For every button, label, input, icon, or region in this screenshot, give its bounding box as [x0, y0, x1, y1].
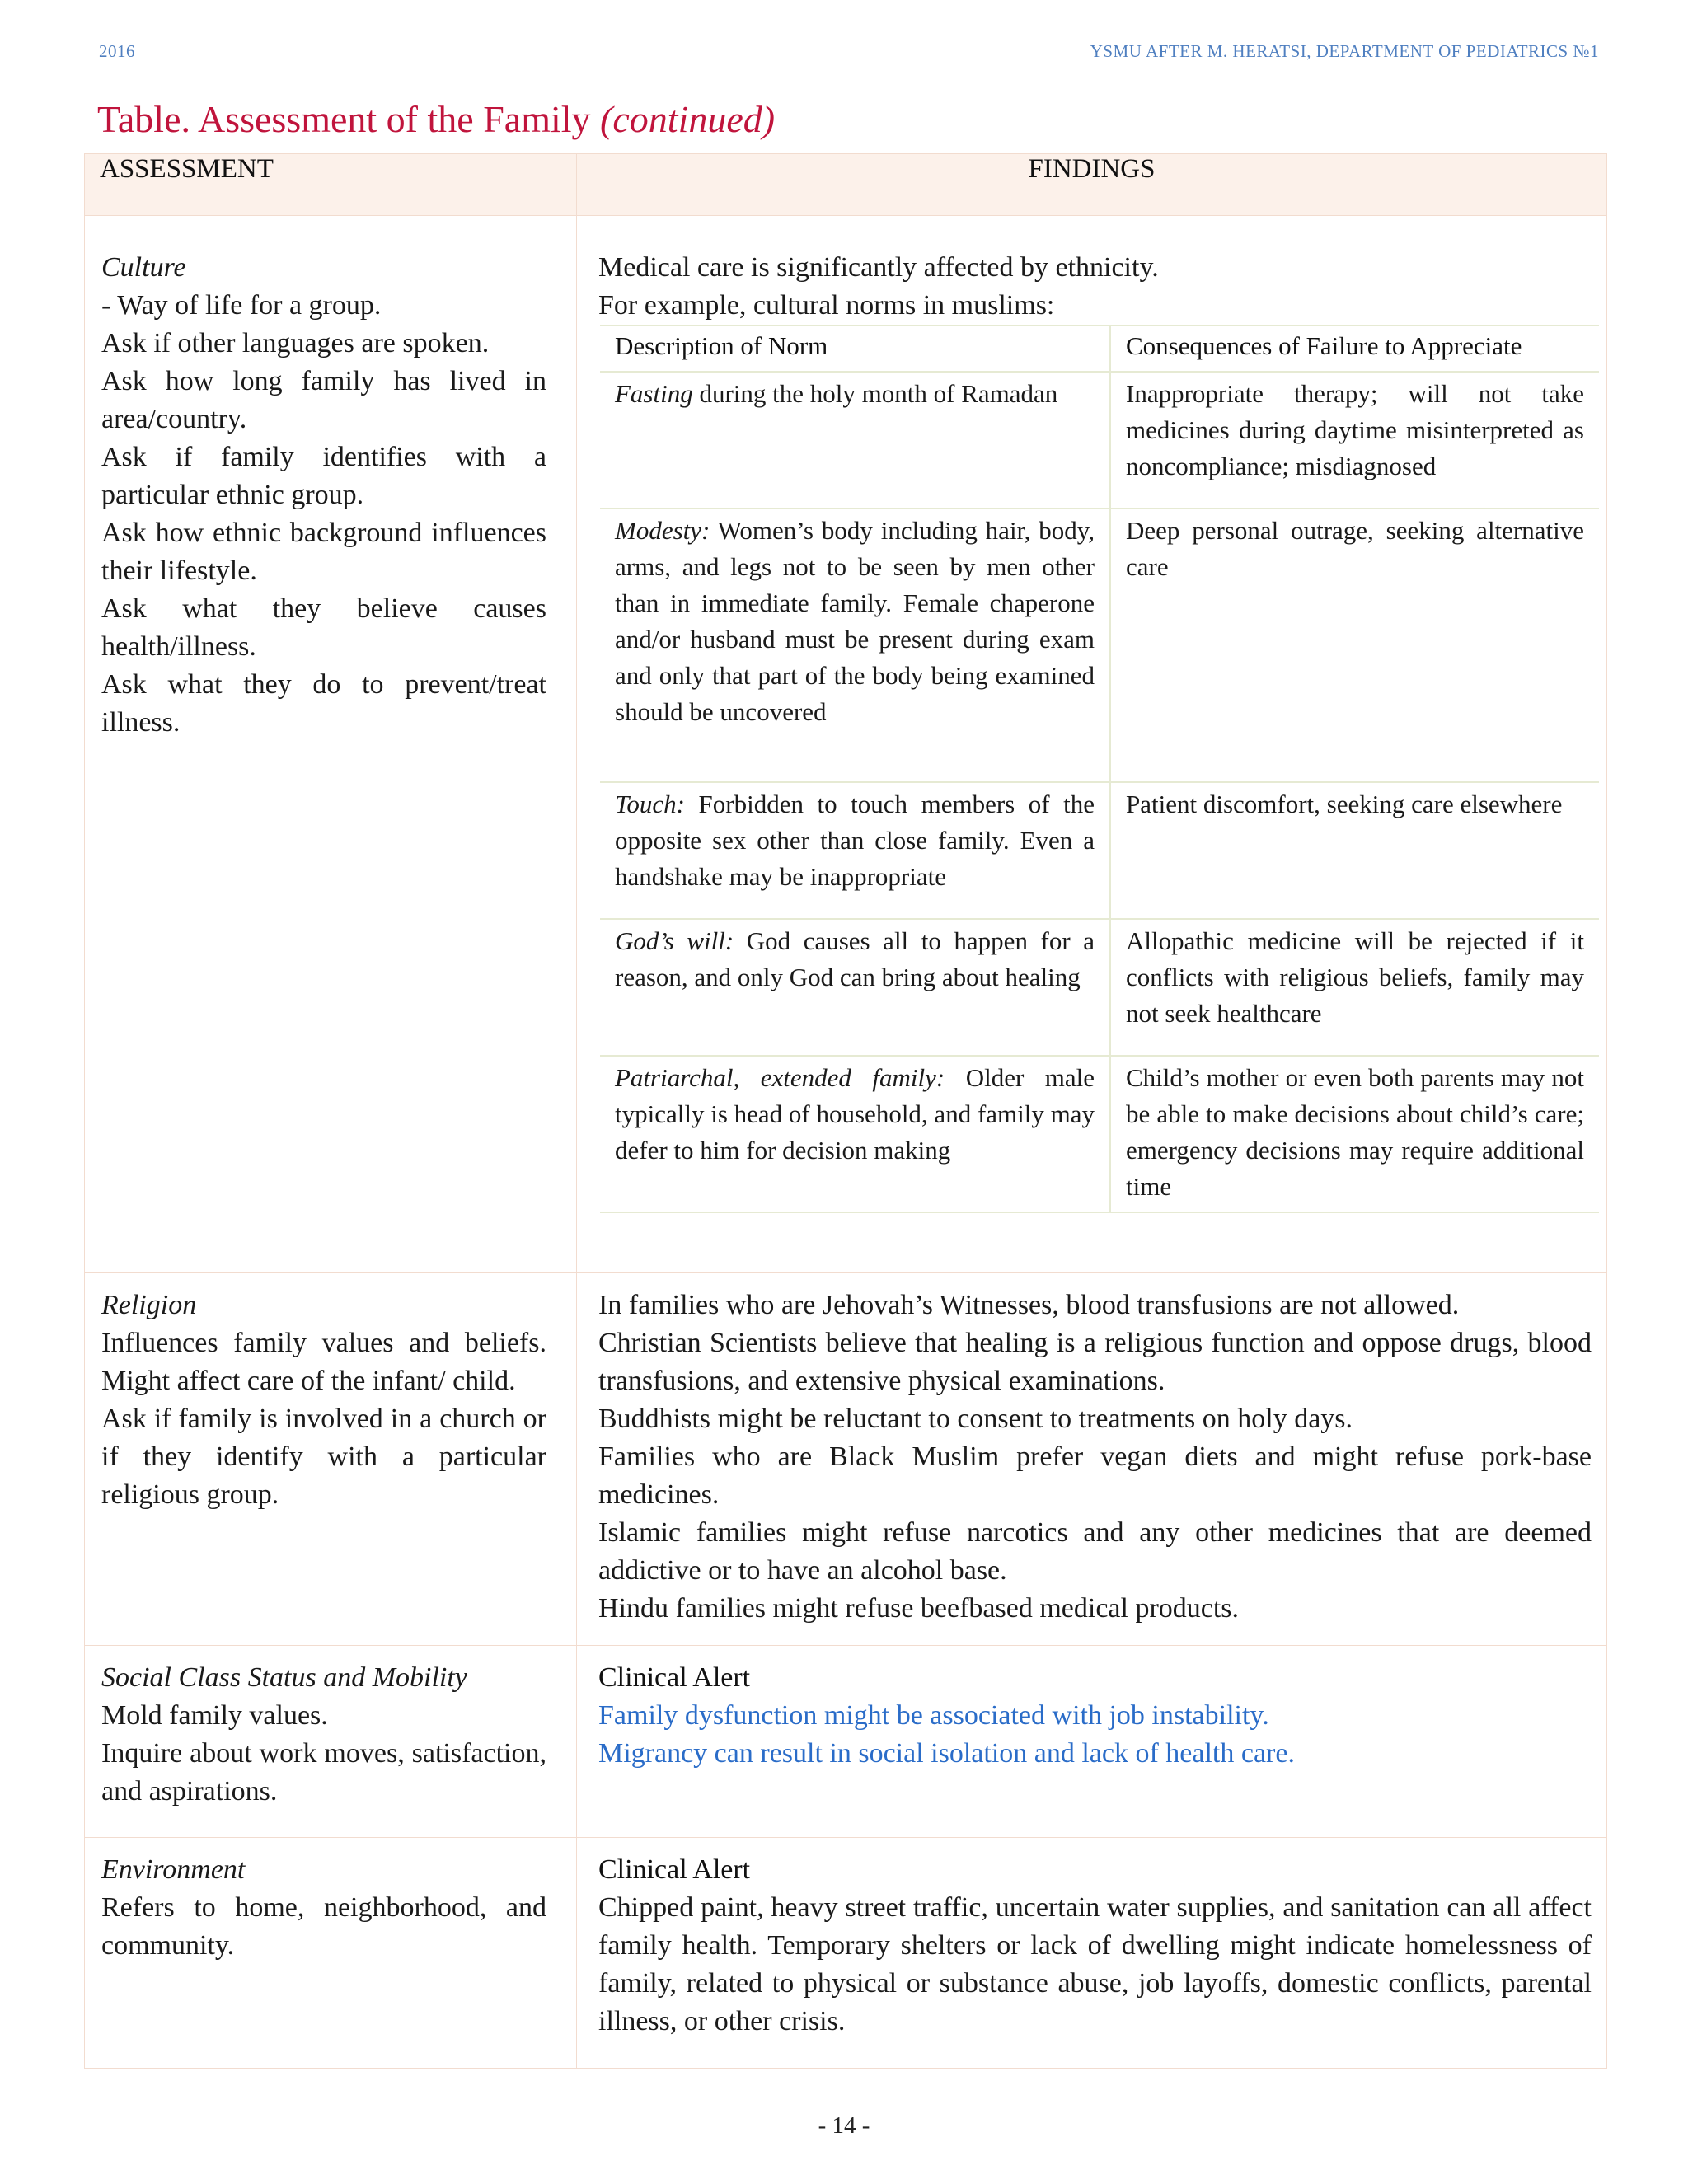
caption-continued: (continued)	[600, 98, 776, 140]
family-assessment-table	[84, 153, 1607, 2069]
religion-finding: In families who are Jehovah’s Witnesses, blood transfusions are not allowed.	[598, 1290, 1460, 1320]
norm-description	[600, 509, 1110, 782]
clinical-alert-title: Clinical Alert	[598, 1662, 751, 1693]
caption-title: Table. Assessment of the Family	[97, 98, 591, 140]
norm-term: Patriarchal, extended family:	[615, 1063, 945, 1092]
clinical-alert-line: Family dysfunction might be associated with job instability.	[598, 1700, 1269, 1731]
clinical-alert-title: Clinical Alert	[598, 1854, 751, 1885]
norm-row	[600, 509, 1599, 782]
table-row-social-class	[85, 1646, 1607, 1838]
culture-findings-intro: For example, cultural norms in muslims:	[598, 290, 1055, 321]
norms-header-consequences: Consequences of Failure to Appreciate	[1110, 326, 1599, 372]
culture-title: Culture	[101, 252, 186, 283]
cultural-norms-table	[600, 325, 1599, 1213]
culture-line: Ask how long family has lived in area/country.	[101, 366, 546, 434]
norm-consequence: Child’s mother or even both parents may not be able to make decisions about child’s care; emergency decisions may require additional time	[1110, 1056, 1599, 1212]
norm-text: Women’s body including hair, body, arms, and legs not to be seen by men other than in immediate family. Female chaperone and/or husband must be present during exam and only that part of the body being examined should be uncovered	[615, 516, 1095, 726]
norm-consequence: Inappropriate therapy; will not take medicines during daytime misinterpreted as noncompliance; misdiagnosed	[1110, 372, 1599, 509]
culture-line: Ask if family identifies with a particular ethnic group.	[101, 442, 546, 510]
clinical-alert-text: Chipped paint, heavy street traffic, uncertain water supplies, and sanitation can all affect family health. Temporary shelters or lack of dwelling might indicate homelessness of family, related to physical or substance abuse, job layoffs, domestic conflicts, parental illness, or other crisis.	[598, 1892, 1592, 2036]
norm-row	[600, 1056, 1599, 1212]
norm-consequence: Allopathic medicine will be rejected if it conflicts with religious beliefs, family may not seek healthcare	[1110, 919, 1599, 1056]
norm-consequence: Patient discomfort, seeking care elsewhere	[1110, 782, 1599, 919]
table-row-religion	[85, 1273, 1607, 1646]
religion-finding: Families who are Black Muslim prefer vegan diets and might refuse pork-base medicines.	[598, 1441, 1592, 1510]
running-header	[99, 41, 1599, 69]
culture-line: Ask how ethnic background influences their lifestyle.	[101, 518, 546, 586]
culture-line: Ask what they do to prevent/treat illness.	[101, 669, 546, 738]
environment-line: Refers to home, neighborhood, and community.	[101, 1892, 546, 1961]
culture-assessment-cell	[85, 216, 577, 1273]
norm-term: Modesty:	[615, 516, 710, 545]
norm-description	[600, 1056, 1110, 1212]
norm-text: during the holy month of Ramadan	[692, 379, 1058, 408]
norms-header-row	[600, 326, 1599, 372]
culture-findings-intro: Medical care is significantly affected by ethnicity.	[598, 252, 1159, 283]
table-caption	[97, 97, 775, 141]
culture-line: Ask if other languages are spoken.	[101, 328, 490, 359]
norm-text: Forbidden to touch members of the opposite sex other than close family. Even a handshake may be inappropriate	[615, 790, 1095, 891]
religion-finding: Christian Scientists believe that healing is a religious function and oppose drugs, blood transfusions, and extensive physical examinations.	[598, 1328, 1592, 1396]
religion-finding: Buddhists might be reluctant to consent to treatments on holy days.	[598, 1404, 1353, 1434]
religion-title: Religion	[101, 1290, 197, 1320]
table-header-row	[85, 154, 1607, 216]
religion-finding: Islamic families might refuse narcotics and any other medicines that are deemed addictive or to have an alcohol base.	[598, 1517, 1592, 1586]
norm-row	[600, 782, 1599, 919]
culture-line: Ask what they believe causes health/illness.	[101, 593, 546, 662]
norm-term: Touch:	[615, 790, 685, 818]
norm-row	[600, 372, 1599, 509]
norm-term: God’s will:	[615, 926, 734, 955]
header-year: 2016	[99, 41, 135, 61]
column-header-assessment: ASSESSMENT	[85, 154, 577, 216]
norm-row	[600, 919, 1599, 1056]
social-line: Mold family values.	[101, 1700, 328, 1731]
social-findings-cell	[577, 1646, 1607, 1838]
norm-description	[600, 919, 1110, 1056]
norm-consequence: Deep personal outrage, seeking alternative care	[1110, 509, 1599, 782]
social-assessment-cell	[85, 1646, 577, 1838]
norm-description	[600, 372, 1110, 509]
culture-findings-cell	[577, 216, 1607, 1273]
page-number: - 14 -	[818, 2112, 870, 2139]
religion-line: Ask if family is involved in a church or if they identify with a particular religious group.	[101, 1404, 546, 1510]
table-row-culture	[85, 216, 1607, 1273]
social-title: Social Class Status and Mobility	[101, 1662, 467, 1693]
environment-assessment-cell	[85, 1838, 577, 2069]
norm-text: Older male typically is head of household, and family may defer to him for decision making	[615, 1063, 1095, 1165]
header-institution: YSMU AFTER M. HERATSI, DEPARTMENT OF PEDIATRICS №1	[1090, 41, 1599, 61]
religion-findings-cell	[577, 1273, 1607, 1646]
clinical-alert-line: Migrancy can result in social isolation and lack of health care.	[598, 1738, 1295, 1769]
column-header-findings: FINDINGS	[577, 154, 1607, 216]
religion-finding: Hindu families might refuse beefbased medical products.	[598, 1593, 1240, 1624]
social-line: Inquire about work moves, satisfaction, and aspirations.	[101, 1738, 546, 1807]
culture-line: - Way of life for a group.	[101, 290, 382, 321]
religion-assessment-cell	[85, 1273, 577, 1646]
table-row-environment	[85, 1838, 1607, 2069]
norm-term: Fasting	[615, 379, 693, 408]
environment-findings-cell	[577, 1838, 1607, 2069]
norm-description	[600, 782, 1110, 919]
religion-line: Influences family values and beliefs. Might affect care of the infant/ child.	[101, 1328, 546, 1396]
norm-text: God causes all to happen for a reason, and only God can bring about healing	[615, 926, 1095, 991]
environment-title: Environment	[101, 1854, 246, 1885]
norms-header-description: Description of Norm	[600, 326, 1110, 372]
